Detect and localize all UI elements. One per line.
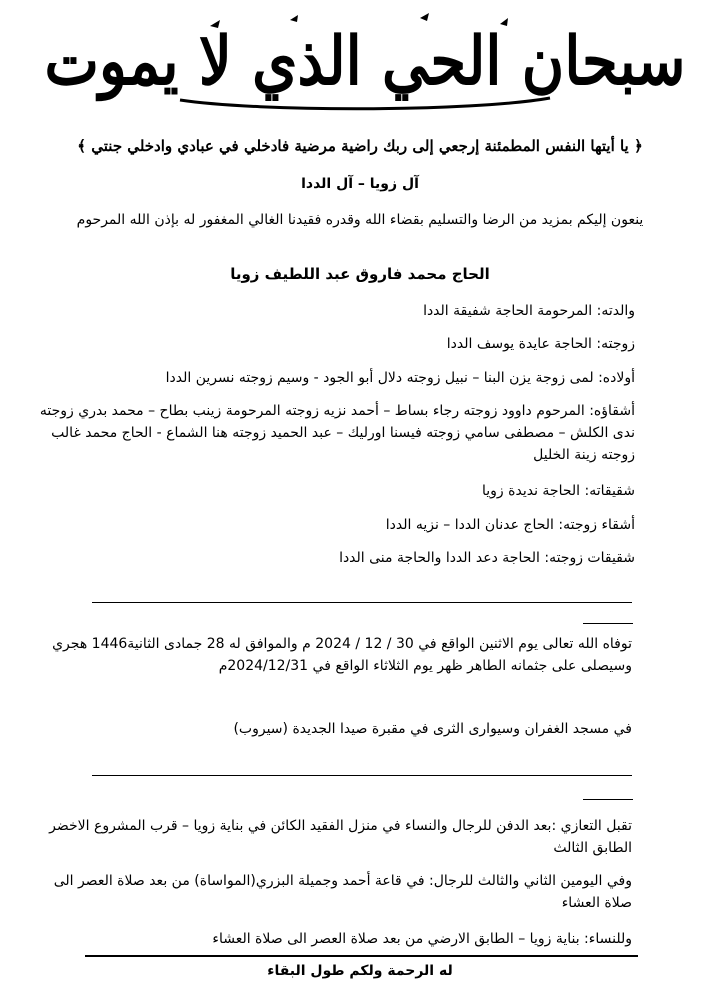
relative-row-wife [35,333,635,355]
family-name: آل زويا – آل الددا [301,176,419,192]
relative-value: المرحومة الحاجة شفيقة الددا [423,303,593,319]
condolence-line: وفي اليومين الثاني والثالث للرجال: في قاعة أحمد وجميلة البزري(المواساة) من بعد صلاة العصر الى صلاة العشاء [53,873,632,911]
quran-verse: ﴿ يا أيتها النفس المطمئنة إرجعي إلى ربك راضية مرضية فادخلي في عبادي وادخلي جنتي ﴾ [77,137,643,155]
relative-value: لمى زوجة يزن البنا – نبيل زوجته دلال أبو الجود - وسيم زوجته نسرين الددا [165,370,594,386]
calligraphy-text: سبحان الحي الذي لا يموت [44,21,686,100]
relative-row-brothers [35,400,635,466]
divider-short [583,799,633,800]
calligraphy-header [44,8,686,113]
relative-label: شقيقات زوجته: [544,550,635,566]
relative-row-mother [35,300,635,322]
relative-label: أولاده: [598,370,635,386]
divider-bottom [85,955,638,957]
closing-text: له الرحمة ولكم طول البقاء [267,963,453,979]
condolence-line: وللنساء: بناية زويا – الطابق الارضي من بعد صلاة العصر الى صلاة العشاء [212,931,632,947]
relative-value: المرحوم داوود زوجته رجاء بساط – أحمد نزيه زوجته المرحومة زينب بطاح – محمد بدري زوجته ندى الكلش – مصطفى سامي زوجته فيسنا اورليك – عبد الحميد زوجته هنا الشماع - الحاج محمد غالب زوجته زينة الخليل [39,403,635,463]
relative-value: الحاجة دعد الددا والحاجة منى الددا [339,550,540,566]
relative-row-wife-brothers [35,514,635,536]
relative-label: أشقاؤه: [589,403,635,419]
divider [92,602,632,603]
relative-row-sisters [35,480,635,502]
relative-row-wife-sisters [35,547,635,569]
burial-info: في مسجد الغفران وسيوارى الثرى في مقبرة صيدا الجديدة (سيروب) [233,721,632,737]
relative-label: شقيقاته: [584,483,635,499]
condolence-line: تقبل التعازي :بعد الدفن للرجال والنساء في منزل الفقيد الكائن في بناية زويا – قرب المشروع الاخضر الطابق الثالث [49,818,632,856]
divider [92,775,632,776]
relative-value: الحاجة عايدة يوسف الددا [446,336,592,352]
divider-short [583,623,633,624]
deceased-name: الحاج محمد فاروق عبد اللطيف زويا [230,265,490,283]
death-notice: توفاه الله تعالى يوم الاثنين الواقع في 30 / 12 / 2024 م والموافق له 28 جمادى الثانية1446 هجري وسيصلى على جثمانه الطاهر ظهر يوم الثلاثاء الواقع في 2024/12/31م [52,636,632,674]
relative-label: والدته: [596,303,635,319]
relative-value: الحاج عدنان الددا – نزيه الددا [385,517,554,533]
announcement-text: ينعون إليكم بمزيد من الرضا والتسليم بقضاء الله وقدره فقيدنا الغالي المغفور له بإذن الله المرحوم [76,212,644,228]
relative-label: أشقاء زوجته: [558,517,635,533]
relative-label: زوجته: [596,336,635,352]
relative-row-children [35,367,635,389]
relative-value: الحاجة نديدة زويا [482,483,581,499]
